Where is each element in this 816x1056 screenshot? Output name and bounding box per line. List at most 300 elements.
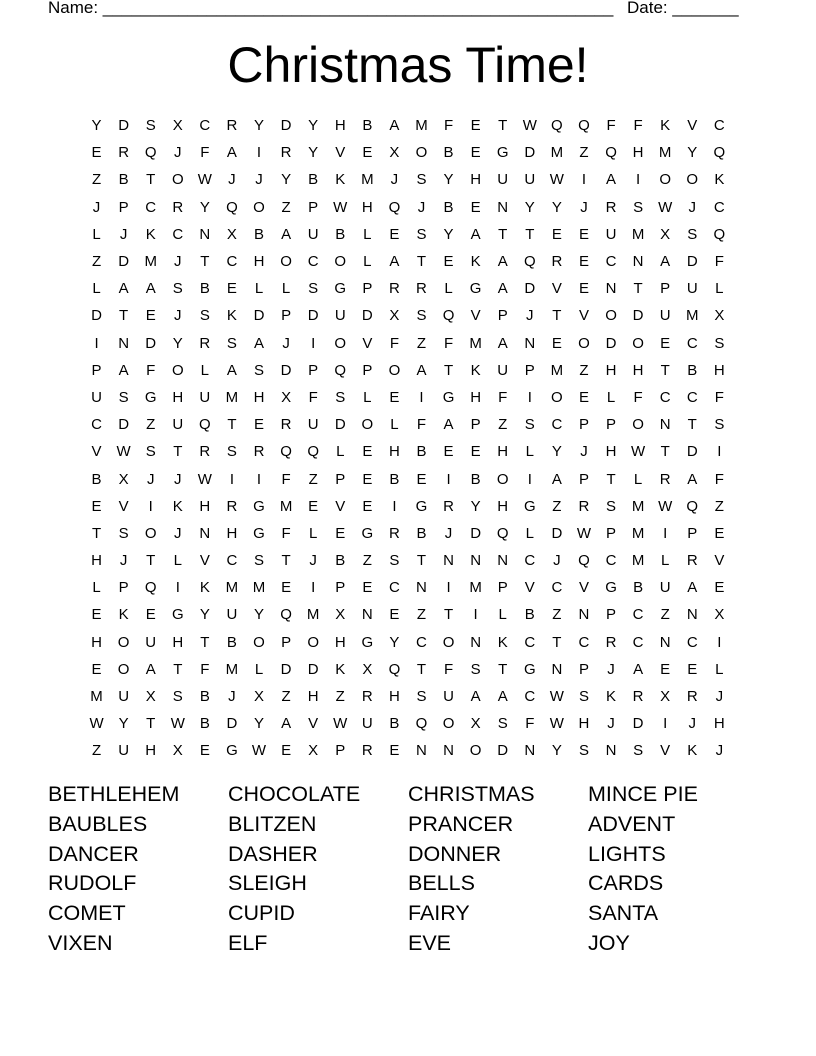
grid-row xyxy=(83,302,733,329)
grid-letter: L xyxy=(390,416,399,434)
grid-letter: A xyxy=(145,280,156,298)
grid-letter: J xyxy=(715,688,724,706)
grid-letter: C xyxy=(524,633,536,651)
grid-letter: M xyxy=(631,524,645,542)
grid-letter: J xyxy=(174,307,182,325)
word-list-item: MINCE PIE xyxy=(588,782,698,806)
grid-letter: G xyxy=(361,633,374,651)
grid-letter: E xyxy=(443,443,454,461)
word-list-item: ELF xyxy=(228,930,268,955)
grid-letter: O xyxy=(496,470,509,488)
grid-letter: H xyxy=(470,171,482,189)
grid-letter: Q xyxy=(551,117,563,135)
grid-letter: Y xyxy=(389,633,400,651)
grid-letter: F xyxy=(443,334,454,352)
grid-letter: M xyxy=(469,334,482,352)
grid-letter: S xyxy=(308,280,319,298)
grid-letter: X xyxy=(714,606,725,624)
grid-letter: O xyxy=(307,633,319,651)
grid-letter: N xyxy=(416,579,427,597)
grid-letter: Y xyxy=(551,198,562,216)
grid-letter: D xyxy=(280,117,292,135)
grid-letter: B xyxy=(91,470,102,488)
grid-letter: C xyxy=(145,198,157,216)
grid-letter: Q xyxy=(442,307,455,325)
grid-letter: D xyxy=(118,253,130,271)
grid-letter: B xyxy=(470,470,481,488)
grid-letter: P xyxy=(335,470,346,488)
grid-letter: C xyxy=(172,225,184,243)
grid-letter: S xyxy=(497,715,508,733)
grid-letter: D xyxy=(632,715,644,733)
grid-letter: T xyxy=(146,715,156,733)
grid-letter: S xyxy=(335,388,346,406)
grid-letter: C xyxy=(578,633,590,651)
grid-letter: V xyxy=(470,307,481,325)
grid-letter: B xyxy=(687,361,698,379)
grid-letter: H xyxy=(172,633,184,651)
grid-letter: D xyxy=(307,307,319,325)
grid-letter: F xyxy=(498,388,508,406)
grid-letter: F xyxy=(606,117,616,135)
grid-letter: D xyxy=(551,524,563,542)
grid-letter: E xyxy=(470,144,481,162)
grid-letter: P xyxy=(118,579,129,597)
grid-letter: E xyxy=(551,334,562,352)
grid-letter: P xyxy=(606,606,617,624)
grid-letter: X xyxy=(714,307,725,325)
grid-letter: C xyxy=(307,253,319,271)
grid-letter: O xyxy=(605,307,617,325)
grid-letter: L xyxy=(363,388,372,406)
grid-letter: U xyxy=(497,171,509,189)
grid-letter: F xyxy=(416,416,427,434)
grid-row xyxy=(83,574,733,601)
grid-letter: R xyxy=(416,280,427,298)
grid-letter: L xyxy=(633,470,643,488)
grid-letter: O xyxy=(442,633,455,651)
grid-letter: N xyxy=(659,633,671,651)
grid-letter: S xyxy=(633,198,644,216)
grid-letter: S xyxy=(118,388,129,406)
grid-row xyxy=(83,710,733,737)
grid-letter: G xyxy=(253,497,265,515)
grid-letter: G xyxy=(415,497,428,515)
grid-letter: Q xyxy=(307,443,319,461)
grid-letter: R xyxy=(280,416,292,434)
grid-letter: H xyxy=(172,388,184,406)
grid-letter: X xyxy=(118,470,129,488)
grid-letter: O xyxy=(551,388,563,406)
grid-letter: H xyxy=(199,497,211,515)
grid-letter: J xyxy=(688,198,696,216)
grid-letter: H xyxy=(605,361,617,379)
grid-letter: M xyxy=(306,606,320,624)
grid-letter: Q xyxy=(496,524,509,542)
grid-letter: B xyxy=(389,715,400,733)
grid-letter: Z xyxy=(335,688,345,706)
grid-letter: K xyxy=(145,225,156,243)
grid-letter: I xyxy=(311,334,316,352)
grid-letter: E xyxy=(714,579,725,597)
grid-letter: J xyxy=(580,443,588,461)
grid-letter: J xyxy=(255,171,263,189)
grid-letter: K xyxy=(660,117,671,135)
grid-letter: N xyxy=(605,742,617,760)
grid-letter: L xyxy=(606,388,616,406)
grid-letter: E xyxy=(389,742,400,760)
grid-letter: F xyxy=(200,144,210,162)
grid-letter: M xyxy=(550,144,564,162)
grid-letter: A xyxy=(118,361,129,379)
grid-letter: U xyxy=(524,171,536,189)
grid-letter: T xyxy=(443,606,454,624)
word-search-grid xyxy=(83,112,733,765)
grid-letter: B xyxy=(118,171,129,189)
grid-letter: U xyxy=(145,633,157,651)
grid-letter: B xyxy=(443,144,454,162)
grid-letter: W xyxy=(549,688,564,706)
grid-letter: M xyxy=(686,307,699,325)
grid-letter: N xyxy=(470,633,482,651)
grid-letter: A xyxy=(389,253,400,271)
grid-letter: U xyxy=(307,225,319,243)
grid-letter: P xyxy=(497,307,508,325)
grid-letter: U xyxy=(307,416,319,434)
grid-letter: T xyxy=(498,660,508,678)
grid-letter: D xyxy=(334,416,346,434)
grid-letter: W xyxy=(522,117,537,135)
grid-letter: C xyxy=(91,416,102,434)
grid-letter: J xyxy=(92,198,101,216)
grid-letter: J xyxy=(174,524,182,542)
grid-letter: M xyxy=(631,497,645,515)
grid-letter: L xyxy=(661,552,670,570)
grid-letter: P xyxy=(497,579,508,597)
grid-row xyxy=(83,465,733,492)
grid-letter: O xyxy=(632,334,644,352)
grid-letter: I xyxy=(527,470,532,488)
grid-letter: Q xyxy=(713,225,726,243)
grid-letter: H xyxy=(226,524,238,542)
grid-letter: B xyxy=(199,715,210,733)
grid-letter: Q xyxy=(578,552,590,570)
grid-letter: O xyxy=(442,715,455,733)
grid-letter: Z xyxy=(579,144,589,162)
grid-row xyxy=(83,330,733,357)
grid-letter: V xyxy=(551,280,562,298)
grid-row xyxy=(83,683,733,710)
grid-letter: K xyxy=(470,361,481,379)
grid-letter: A xyxy=(497,688,508,706)
grid-letter: E xyxy=(91,606,102,624)
grid-letter: B xyxy=(633,579,644,597)
word-list-item: CUPID xyxy=(228,901,295,926)
word-list-item: SANTA xyxy=(588,901,659,926)
grid-letter: E xyxy=(578,253,589,271)
word-list-item: DANCER xyxy=(48,841,139,866)
grid-letter: D xyxy=(524,280,536,298)
grid-letter: C xyxy=(686,633,698,651)
grid-letter: P xyxy=(91,361,102,379)
word-list-item: CHOCOLATE xyxy=(228,782,361,806)
grid-letter: F xyxy=(525,715,535,733)
grid-letter: A xyxy=(497,280,508,298)
grid-letter: S xyxy=(606,497,617,515)
grid-letter: S xyxy=(172,280,183,298)
grid-letter: P xyxy=(362,280,373,298)
grid-letter: R xyxy=(172,198,184,216)
grid-letter: S xyxy=(226,334,237,352)
grid-letter: H xyxy=(334,117,346,135)
grid-letter: W xyxy=(170,715,185,733)
grid-letter: Y xyxy=(254,606,265,624)
grid-letter: U xyxy=(497,361,509,379)
grid-letter: U xyxy=(91,388,102,406)
grid-letter: T xyxy=(552,633,562,651)
grid-letter: X xyxy=(362,660,373,678)
grid-letter: A xyxy=(145,660,156,678)
grid-letter: E xyxy=(362,443,373,461)
grid-letter: V xyxy=(362,334,373,352)
grid-letter: S xyxy=(172,688,183,706)
grid-letter: B xyxy=(416,524,427,542)
grid-letter: N xyxy=(199,524,211,542)
grid-letter: I xyxy=(94,334,99,352)
grid-letter: E xyxy=(714,524,725,542)
grid-letter: R xyxy=(686,552,698,570)
grid-row xyxy=(83,248,733,275)
word-list-item: JOY xyxy=(588,930,630,955)
grid-letter: T xyxy=(146,552,156,570)
grid-letter: A xyxy=(497,334,508,352)
grid-letter: N xyxy=(605,280,617,298)
grid-letter: J xyxy=(580,198,588,216)
grid-letter: P xyxy=(281,307,292,325)
grid-letter: C xyxy=(605,253,617,271)
grid-letter: P xyxy=(308,198,319,216)
grid-letter: I xyxy=(663,524,668,542)
grid-letter: H xyxy=(253,253,265,271)
grid-letter: D xyxy=(686,443,698,461)
grid-letter: I xyxy=(419,388,424,406)
grid-letter: O xyxy=(253,633,265,651)
grid-letter: O xyxy=(334,253,347,271)
grid-letter: T xyxy=(173,443,183,461)
grid-letter: T xyxy=(443,361,454,379)
grid-letter: J xyxy=(553,552,561,570)
word-list-item: BETHLEHEM xyxy=(48,782,180,806)
grid-letter: P xyxy=(578,470,589,488)
grid-letter: A xyxy=(687,579,698,597)
grid-letter: Q xyxy=(605,144,617,162)
grid-row xyxy=(83,139,733,166)
grid-letter: C xyxy=(226,552,238,570)
grid-letter: T xyxy=(281,552,291,570)
grid-letter: I xyxy=(229,470,235,488)
grid-letter: Z xyxy=(91,253,102,271)
grid-letter: H xyxy=(388,688,400,706)
grid-letter: J xyxy=(174,144,182,162)
grid-letter: O xyxy=(171,171,184,189)
grid-letter: Z xyxy=(91,742,102,760)
grid-letter: E xyxy=(145,307,156,325)
grid-letter: J xyxy=(309,552,317,570)
grid-letter: G xyxy=(253,524,265,542)
grid-letter: W xyxy=(631,443,646,461)
grid-letter: O xyxy=(144,524,157,542)
grid-letter: B xyxy=(226,633,237,651)
grid-letter: J xyxy=(688,715,696,733)
grid-letter: O xyxy=(280,253,292,271)
grid-row xyxy=(83,520,733,547)
grid-letter: A xyxy=(389,117,400,135)
word-list-item: DASHER xyxy=(228,841,318,866)
grid-letter: G xyxy=(226,742,238,760)
grid-letter: Z xyxy=(146,416,156,434)
grid-letter: P xyxy=(118,198,129,216)
grid-letter: E xyxy=(470,117,481,135)
grid-letter: Z xyxy=(308,470,318,488)
grid-letter: P xyxy=(335,579,346,597)
grid-letter: J xyxy=(119,225,128,243)
grid-letter: T xyxy=(633,280,643,298)
grid-letter: I xyxy=(175,579,180,597)
grid-letter: I xyxy=(717,633,722,651)
grid-letter: I xyxy=(392,497,397,515)
grid-letter: A xyxy=(470,225,481,243)
grid-row xyxy=(83,629,733,656)
grid-row xyxy=(83,275,733,302)
grid-letter: R xyxy=(632,688,644,706)
grid-letter: D xyxy=(470,524,482,542)
grid-letter: U xyxy=(659,307,671,325)
grid-letter: K xyxy=(226,307,237,325)
grid-letter: A xyxy=(416,361,427,379)
grid-letter: B xyxy=(254,225,265,243)
grid-letter: I xyxy=(527,388,532,406)
grid-letter: N xyxy=(361,606,373,624)
grid-letter: Q xyxy=(144,579,157,597)
grid-letter: L xyxy=(363,225,372,243)
grid-letter: D xyxy=(253,307,265,325)
grid-letter: P xyxy=(524,361,535,379)
grid-letter: N xyxy=(659,416,671,434)
word-list-item: BLITZEN xyxy=(228,811,317,836)
grid-letter: O xyxy=(659,171,672,189)
grid-letter: X xyxy=(308,742,319,760)
grid-letter: Q xyxy=(334,361,347,379)
grid-letter: L xyxy=(363,253,372,271)
grid-letter: H xyxy=(253,388,265,406)
grid-letter: E xyxy=(91,660,102,678)
grid-letter: S xyxy=(416,688,427,706)
grid-letter: U xyxy=(199,388,211,406)
grid-letter: G xyxy=(496,144,509,162)
grid-letter: P xyxy=(578,660,589,678)
word-list-item: BAUBLES xyxy=(48,811,148,836)
grid-letter: F xyxy=(200,660,210,678)
grid-letter: V xyxy=(199,552,210,570)
grid-letter: V xyxy=(335,144,346,162)
grid-letter: Y xyxy=(199,198,210,216)
grid-letter: O xyxy=(117,660,130,678)
grid-letter: S xyxy=(226,443,237,461)
grid-letter: L xyxy=(498,606,507,624)
grid-letter: X xyxy=(281,388,292,406)
grid-letter: J xyxy=(444,524,453,542)
grid-letter: T xyxy=(416,660,427,678)
grid-letter: A xyxy=(118,280,129,298)
grid-letter: H xyxy=(388,443,400,461)
grid-letter: K xyxy=(497,633,508,651)
grid-letter: M xyxy=(469,579,482,597)
grid-letter: Z xyxy=(552,497,562,515)
grid-letter: J xyxy=(526,307,534,325)
grid-letter: P xyxy=(281,633,292,651)
grid-letter: C xyxy=(551,416,563,434)
grid-row xyxy=(83,656,733,683)
grid-letter: H xyxy=(713,361,725,379)
grid-letter: Q xyxy=(388,198,401,216)
grid-letter: T xyxy=(606,470,616,488)
grid-letter: T xyxy=(416,253,427,271)
grid-letter: K xyxy=(714,171,725,189)
grid-letter: L xyxy=(281,280,291,298)
grid-letter: Q xyxy=(144,144,157,162)
grid-letter: Y xyxy=(172,334,183,352)
word-list-item: CARDS xyxy=(588,871,664,896)
grid-letter: Z xyxy=(660,606,670,624)
grid-letter: A xyxy=(254,334,265,352)
word-list-item: PRANCER xyxy=(408,811,514,836)
grid-letter: L xyxy=(308,524,318,542)
grid-letter: A xyxy=(443,416,454,434)
grid-letter: M xyxy=(415,117,428,135)
grid-letter: Y xyxy=(524,198,535,216)
grid-letter: Z xyxy=(362,552,372,570)
grid-letter: V xyxy=(687,117,698,135)
grid-letter: K xyxy=(335,660,346,678)
grid-letter: Y xyxy=(443,171,454,189)
grid-letter: M xyxy=(144,253,157,271)
grid-letter: M xyxy=(279,497,293,515)
grid-letter: E xyxy=(416,470,427,488)
grid-letter: F xyxy=(714,253,724,271)
grid-letter: Y xyxy=(470,497,481,515)
grid-letter: I xyxy=(446,470,451,488)
grid-letter: K xyxy=(470,253,481,271)
grid-letter: M xyxy=(658,144,672,162)
grid-letter: E xyxy=(308,497,319,515)
grid-letter: Z xyxy=(281,688,291,706)
grid-letter: Q xyxy=(280,606,292,624)
grid-letter: P xyxy=(606,524,617,542)
word-list-item: LIGHTS xyxy=(588,841,666,866)
grid-letter: N xyxy=(524,742,536,760)
grid-letter: W xyxy=(658,497,673,515)
grid-letter: L xyxy=(92,280,101,298)
grid-letter: U xyxy=(659,579,671,597)
grid-letter: C xyxy=(713,117,725,135)
grid-letter: U xyxy=(334,307,346,325)
grid-letter: E xyxy=(389,606,400,624)
grid-letter: U xyxy=(361,715,373,733)
grid-letter: S xyxy=(254,552,265,570)
grid-letter: G xyxy=(334,280,347,298)
grid-letter: C xyxy=(605,552,617,570)
grid-letter: R xyxy=(361,688,373,706)
